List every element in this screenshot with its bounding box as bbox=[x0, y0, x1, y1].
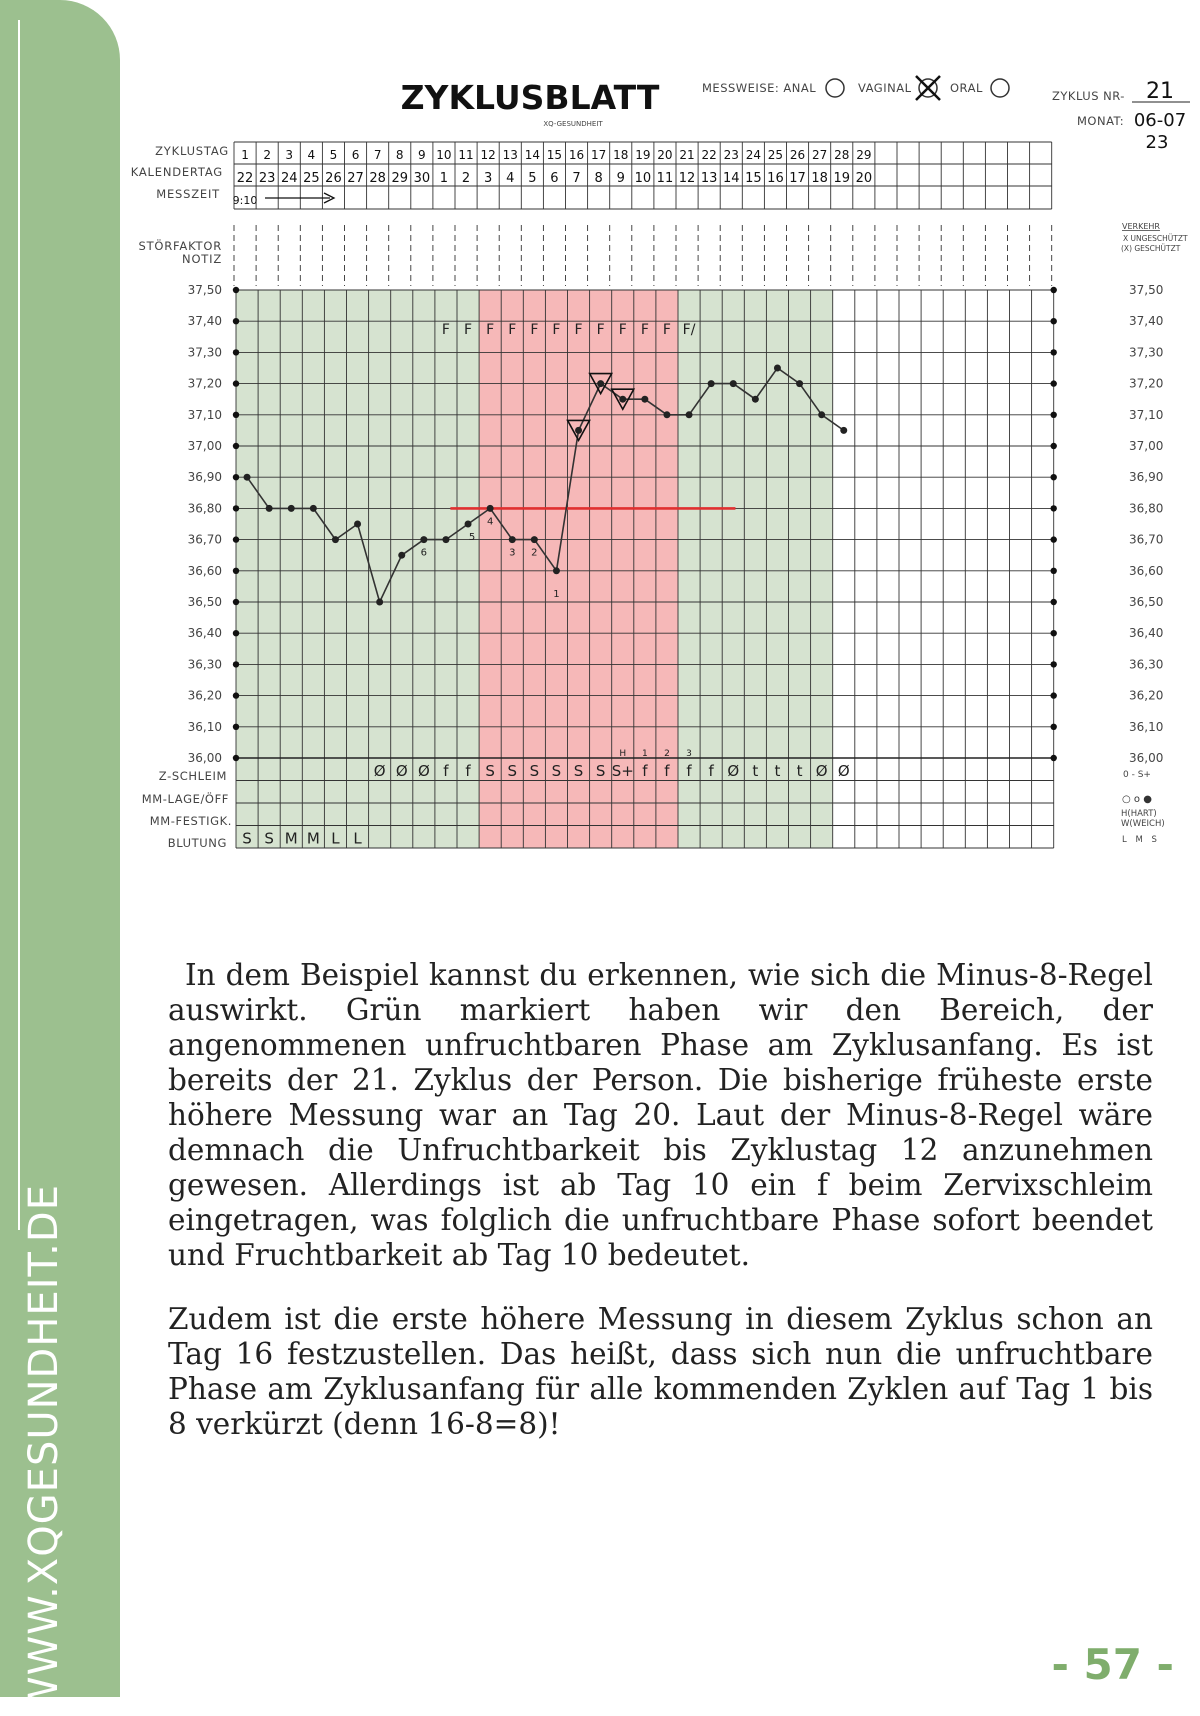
temp-bullet bbox=[233, 474, 239, 480]
row-label-notiz: NOTIZ bbox=[182, 252, 222, 266]
temp-label-left: 37,30 bbox=[187, 345, 222, 360]
temp-bullet bbox=[233, 505, 239, 511]
temperature-point bbox=[663, 411, 670, 418]
temp-bullet bbox=[233, 630, 239, 636]
kalendertag-cell: 14 bbox=[722, 171, 740, 186]
row-label-blutung: BLUTUNG bbox=[167, 836, 227, 850]
website-url: WWW.XQGESUNDHEIT.DE bbox=[21, 1184, 67, 1716]
stoerfaktor-mark: F bbox=[441, 322, 450, 338]
temp-label-left: 36,30 bbox=[187, 657, 222, 672]
stoerfaktor-mark: F bbox=[552, 322, 561, 338]
temp-label-right: 37,10 bbox=[1129, 407, 1164, 422]
kalendertag-cell: 18 bbox=[811, 171, 828, 186]
sheet-subtitle: XQ-GESUNDHEIT bbox=[543, 120, 603, 128]
schleim-cell: t bbox=[796, 762, 803, 780]
zyklustag-cell: 10 bbox=[436, 148, 452, 162]
zyklustag-cell: 2 bbox=[263, 148, 271, 162]
schleim-cell: f bbox=[664, 762, 670, 780]
temp-label-right: 36,30 bbox=[1129, 657, 1164, 672]
zyklustag-cell: 26 bbox=[789, 148, 806, 162]
temp-label-right: 36,60 bbox=[1129, 563, 1164, 578]
temp-label-left: 36,80 bbox=[187, 501, 222, 516]
stoerfaktor-mark: F bbox=[640, 322, 649, 338]
schleim-cell: f bbox=[642, 762, 648, 780]
kalendertag-cell: 30 bbox=[413, 171, 431, 186]
row-label-z-schleim: Z-SCHLEIM bbox=[158, 769, 227, 783]
temp-bullet bbox=[1051, 724, 1057, 730]
temp-bullet bbox=[1051, 505, 1057, 511]
temp-label-right: 36,20 bbox=[1129, 688, 1164, 703]
blutung-cell: L bbox=[331, 829, 340, 848]
temperature-point bbox=[818, 411, 825, 418]
temp-label-left: 36,40 bbox=[187, 626, 222, 641]
temp-bullet bbox=[233, 349, 239, 355]
kalendertag-cell: 19 bbox=[833, 171, 851, 186]
temp-label-right: 36,90 bbox=[1129, 470, 1164, 485]
temp-bullet bbox=[233, 568, 239, 574]
temp-label-left: 37,00 bbox=[187, 439, 222, 453]
temperature-point bbox=[796, 380, 803, 387]
zyklustag-cell: 21 bbox=[679, 148, 695, 162]
zyklustag-cell: 4 bbox=[307, 148, 316, 162]
legend-schleim-scale: 0 - S+ bbox=[1123, 770, 1151, 780]
zyklustag-cell: 20 bbox=[657, 148, 673, 162]
zyklus-nr-value: 21 bbox=[1146, 79, 1174, 104]
temp-bullet bbox=[1051, 661, 1057, 667]
temperature-point bbox=[708, 380, 715, 387]
schleim-cell: t bbox=[752, 762, 759, 780]
temperature-point bbox=[531, 536, 538, 543]
kalendertag-cell: 23 bbox=[258, 171, 276, 186]
temperature-point bbox=[840, 427, 847, 434]
temperature-point bbox=[288, 505, 295, 512]
row-label-mm-lage: MM-LAGE/ÖFF bbox=[141, 792, 229, 806]
zyklustag-cell: 24 bbox=[745, 148, 761, 162]
temp-label-right: 36,50 bbox=[1129, 595, 1164, 609]
temp-bullet bbox=[1051, 755, 1057, 761]
kalendertag-cell: 25 bbox=[303, 171, 320, 186]
zyklustag-cell: 23 bbox=[723, 148, 739, 162]
monat-value: 06-07 bbox=[1133, 110, 1187, 131]
temp-label-right: 37,40 bbox=[1129, 314, 1164, 329]
schleim-cell: Ø bbox=[395, 762, 408, 780]
temperature-point bbox=[310, 505, 317, 512]
schleim-cell: f bbox=[686, 762, 692, 780]
blutung-cell: S bbox=[242, 829, 252, 848]
temp-count-label: 1 bbox=[553, 588, 560, 600]
stoerfaktor-mark: F bbox=[662, 322, 671, 338]
stoerfaktor-mark: F bbox=[574, 322, 583, 338]
temp-label-left: 37,40 bbox=[187, 314, 222, 329]
legend-mm-symbols: ○ o ● bbox=[1122, 794, 1152, 805]
kalendertag-cell: 9 bbox=[616, 171, 625, 186]
temp-bullet bbox=[233, 755, 239, 761]
temperature-point bbox=[376, 599, 383, 606]
schleim-cell: Ø bbox=[815, 762, 828, 780]
temperature-point bbox=[553, 567, 560, 574]
zyklustag-cell: 28 bbox=[834, 148, 850, 162]
kalendertag-cell: 4 bbox=[506, 171, 515, 186]
temp-label-left: 36,10 bbox=[187, 719, 222, 734]
temp-label-left: 37,10 bbox=[187, 407, 222, 422]
row-label-messzeit: MESSZEIT bbox=[156, 187, 220, 201]
messweise-label: MESSWEISE: ANAL bbox=[702, 81, 817, 95]
temp-label-right: 36,80 bbox=[1129, 501, 1164, 516]
schleim-count-label: H bbox=[619, 749, 627, 759]
schleim-count-label: 2 bbox=[664, 749, 670, 759]
temp-count-label: 4 bbox=[486, 516, 494, 528]
legend-hart: H(HART) bbox=[1121, 809, 1157, 819]
zyklustag-cell: 1 bbox=[241, 148, 249, 162]
temp-bullet bbox=[1051, 692, 1057, 698]
kalendertag-cell: 1 bbox=[439, 171, 449, 186]
temperature-point bbox=[487, 505, 494, 512]
temp-label-right: 37,00 bbox=[1129, 439, 1164, 453]
temp-bullet bbox=[233, 724, 239, 730]
schleim-cell: f bbox=[465, 762, 471, 780]
blutung-cell: L bbox=[353, 829, 362, 848]
temp-label-left: 36,50 bbox=[187, 595, 222, 609]
temp-label-left: 36,20 bbox=[187, 688, 222, 703]
year-value: 23 bbox=[1145, 132, 1169, 153]
row-label-mm-festig: MM-FESTIGK. bbox=[149, 814, 232, 828]
kalendertag-cell: 16 bbox=[767, 171, 784, 186]
schleim-cell: Ø bbox=[373, 762, 386, 780]
schleim-cell: t bbox=[774, 762, 781, 780]
schleim-cell: S bbox=[573, 762, 584, 780]
paragraph-1: In dem Beispiel kannst du erkennen, wie sich die Minus-8-Regel auswirkt. Grün markiert haben wir den Bereich, der angenommenen unfruchtbaren Phase am Zyklusanfang. Es ist bereits der 21. Zyklus der Person. Die bisherige früheste erste höhere Messung war an Tag 20. Laut der Minus-8-Regel wäre demnach die Unfruchtbarkeit bis Zyklustag 12 anzunehmen gewesen. Allerdings ist ab Tag 10 ein f beim Zervixschleim eingetragen, was folglich die unfruchtbare Phase sofort beendet und Fruchtbarkeit ab Tag 10 bedeutet. bbox=[168, 958, 1153, 1272]
kalendertag-cell: 11 bbox=[656, 171, 674, 186]
oral-checkbox[interactable] bbox=[991, 79, 1009, 97]
temp-bullet bbox=[1051, 349, 1057, 355]
temp-label-left: 37,20 bbox=[187, 376, 222, 391]
row-label-kalendertag: KALENDERTAG bbox=[130, 165, 223, 179]
temp-bullet bbox=[1051, 380, 1057, 386]
zyklustag-cell: 16 bbox=[568, 148, 585, 162]
kalendertag-cell: 8 bbox=[594, 171, 603, 186]
temperature-point bbox=[442, 536, 449, 543]
schleim-cell: S bbox=[485, 762, 495, 780]
zyklus-nr-label: ZYKLUS NR- bbox=[1052, 89, 1125, 103]
zyklustag-cell: 14 bbox=[524, 148, 540, 162]
zyklustag-cell: 6 bbox=[351, 148, 360, 162]
temp-label-left: 36,70 bbox=[187, 532, 222, 547]
temperature-point bbox=[509, 536, 516, 543]
temp-label-right: 36,10 bbox=[1129, 719, 1164, 734]
zyklustag-cell: 22 bbox=[701, 148, 717, 162]
temperature-point bbox=[619, 396, 626, 403]
temp-bullet bbox=[1051, 412, 1057, 418]
blutung-cell: M bbox=[284, 829, 298, 848]
temperature-point bbox=[730, 380, 737, 387]
schleim-cell: S bbox=[595, 762, 606, 780]
vaginal-label: VAGINAL bbox=[858, 81, 912, 95]
temp-label-right: 37,30 bbox=[1129, 345, 1164, 360]
zyklustag-cell: 15 bbox=[546, 148, 563, 162]
zyklustag-cell: 8 bbox=[395, 148, 404, 162]
temperature-point bbox=[244, 474, 251, 481]
schleim-cell: S bbox=[551, 762, 562, 780]
zyklustag-cell: 17 bbox=[591, 148, 607, 162]
kalendertag-cell: 20 bbox=[855, 171, 873, 186]
temp-bullet bbox=[1051, 536, 1057, 542]
vaginal-checkbox-checked[interactable] bbox=[916, 76, 940, 100]
temperature-point bbox=[332, 536, 339, 543]
temp-bullet bbox=[1051, 630, 1057, 636]
temperature-point bbox=[597, 380, 604, 387]
temp-bullet bbox=[233, 692, 239, 698]
schleim-cell: S bbox=[529, 762, 540, 780]
legend-verkehr: VERKEHR bbox=[1122, 222, 1160, 231]
schleim-cell: f bbox=[443, 762, 449, 780]
schleim-cell: Ø bbox=[837, 762, 850, 780]
zyklustag-cell: 25 bbox=[767, 148, 784, 162]
zyklustag-cell: 19 bbox=[635, 148, 651, 162]
monat-label: MONAT: bbox=[1077, 114, 1125, 128]
legend-ungeschuetzt: X UNGESCHÜTZT bbox=[1123, 234, 1188, 243]
kalendertag-cell: 28 bbox=[369, 171, 386, 186]
kalendertag-cell: 15 bbox=[745, 171, 762, 186]
temperature-point bbox=[465, 521, 472, 528]
temp-bullet bbox=[1051, 568, 1057, 574]
zyklustag-cell: 29 bbox=[856, 148, 872, 162]
stoerfaktor-mark: F bbox=[530, 322, 539, 338]
blutung-cell: M bbox=[306, 829, 320, 848]
legend-geschuetzt: (X) GESCHÜTZT bbox=[1121, 244, 1181, 253]
temp-bullet bbox=[233, 599, 239, 605]
schleim-cell: Ø bbox=[727, 762, 740, 780]
zyklustag-cell: 12 bbox=[480, 148, 496, 162]
kalendertag-cell: 22 bbox=[236, 171, 254, 186]
schleim-count-label: 3 bbox=[686, 749, 692, 759]
temp-bullet bbox=[233, 412, 239, 418]
temperature-point bbox=[398, 552, 405, 559]
temp-bullet bbox=[233, 536, 239, 542]
stoerfaktor-mark: F bbox=[486, 322, 495, 338]
temp-label-right: 36,00 bbox=[1129, 751, 1164, 765]
kalendertag-cell: 26 bbox=[325, 171, 342, 186]
temp-label-left: 37,50 bbox=[187, 283, 222, 297]
temp-label-right: 36,40 bbox=[1129, 626, 1164, 641]
kalendertag-cell: 3 bbox=[484, 171, 493, 186]
temp-bullet bbox=[233, 661, 239, 667]
zyklustag-cell: 13 bbox=[502, 148, 518, 162]
temperature-point bbox=[266, 505, 273, 512]
temp-count-label: 3 bbox=[509, 547, 516, 559]
temperature-point bbox=[641, 396, 648, 403]
temperature-point bbox=[752, 396, 759, 403]
kalendertag-cell: 7 bbox=[572, 171, 581, 186]
anal-checkbox[interactable] bbox=[826, 79, 844, 97]
stoerfaktor-mark: F bbox=[596, 322, 605, 338]
schleim-cell: Ø bbox=[417, 762, 430, 780]
temp-bullet bbox=[1051, 474, 1057, 480]
temperature-point bbox=[354, 521, 361, 528]
zyklustag-cell: 27 bbox=[812, 148, 828, 162]
stoerfaktor-mark: F/ bbox=[682, 322, 696, 338]
schleim-count-label: 1 bbox=[641, 749, 648, 759]
zyklustag-cell: 7 bbox=[373, 148, 382, 162]
schleim-cell: f bbox=[708, 762, 714, 780]
temp-label-right: 37,50 bbox=[1129, 283, 1164, 297]
row-label-zyklustag: ZYKLUSTAG bbox=[155, 144, 229, 158]
zyklustag-cell: 3 bbox=[285, 148, 294, 162]
row-label-stoerfaktor: STÖRFAKTOR bbox=[138, 239, 222, 253]
temp-count-label: 6 bbox=[420, 547, 428, 559]
temp-bullet bbox=[233, 318, 239, 324]
oral-label: ORAL bbox=[950, 81, 983, 95]
zyklustag-cell: 9 bbox=[418, 148, 426, 162]
schleim-cell: S+ bbox=[611, 762, 634, 780]
temp-label-right: 36,70 bbox=[1129, 532, 1164, 547]
temp-label-left: 36,60 bbox=[187, 563, 222, 578]
temperature-point bbox=[686, 411, 693, 418]
temperature-point bbox=[575, 427, 582, 434]
zyklustag-cell: 18 bbox=[613, 148, 629, 162]
temp-bullet bbox=[233, 380, 239, 386]
temp-label-left: 36,90 bbox=[187, 470, 222, 485]
temp-bullet bbox=[1051, 443, 1057, 449]
temp-label-left: 36,00 bbox=[187, 751, 222, 765]
blutung-cell: S bbox=[264, 829, 274, 848]
temp-count-label: 5 bbox=[468, 532, 476, 543]
temp-bullet bbox=[233, 287, 239, 293]
temperature-point bbox=[420, 536, 427, 543]
kalendertag-cell: 29 bbox=[391, 171, 409, 186]
stoerfaktor-mark: F bbox=[508, 322, 517, 338]
messzeit-value: 9:10 bbox=[232, 194, 258, 207]
schleim-cell: S bbox=[507, 762, 518, 780]
zyklustag-cell: 11 bbox=[458, 148, 474, 162]
temp-bullet bbox=[1051, 318, 1057, 324]
temp-bullet bbox=[233, 443, 239, 449]
temp-count-label: 2 bbox=[531, 547, 538, 559]
stoerfaktor-mark: F bbox=[464, 322, 473, 338]
sheet-title: ZYKLUSBLATT bbox=[400, 78, 660, 117]
kalendertag-cell: 6 bbox=[550, 171, 559, 186]
kalendertag-cell: 13 bbox=[700, 171, 718, 186]
temp-bullet bbox=[1051, 599, 1057, 605]
page-number: - 57 - bbox=[1051, 1640, 1174, 1689]
kalendertag-cell: 27 bbox=[347, 171, 364, 186]
temp-bullet bbox=[1051, 287, 1057, 293]
kalendertag-cell: 5 bbox=[528, 171, 537, 186]
body-text bbox=[168, 958, 1153, 1442]
kalendertag-cell: 24 bbox=[280, 171, 298, 186]
kalendertag-cell: 10 bbox=[634, 171, 652, 186]
temp-label-right: 37,20 bbox=[1129, 376, 1164, 391]
legend-lms: L M S bbox=[1122, 835, 1160, 845]
stoerfaktor-mark: F bbox=[618, 322, 627, 338]
kalendertag-cell: 12 bbox=[678, 171, 696, 186]
paragraph-2: Zudem ist die erste höhere Messung in diesem Zyklus schon an Tag 16 festzustellen. Das heißt, dass sich nun die unfruchtbare Phase am Zyklusanfang für alle kommenden Zyklen auf Tag 1 bis 8 verkürzt (denn 16-8=8)! bbox=[168, 1302, 1153, 1441]
temperature-point bbox=[774, 365, 781, 372]
kalendertag-cell: 17 bbox=[789, 171, 806, 186]
zyklustag-cell: 5 bbox=[329, 148, 338, 162]
legend-weich: W(WEICH) bbox=[1121, 819, 1165, 829]
kalendertag-cell: 2 bbox=[461, 171, 471, 186]
